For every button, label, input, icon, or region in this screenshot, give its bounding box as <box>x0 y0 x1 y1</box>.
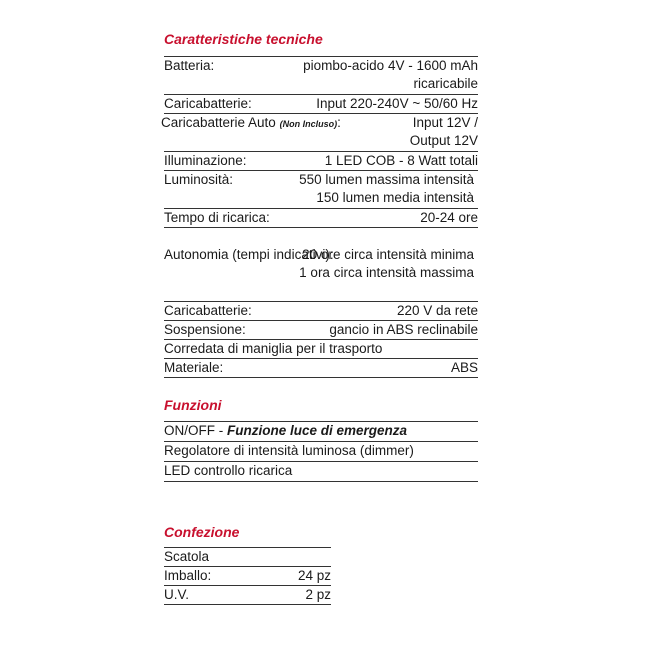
row-value: gancio in ABS reclinabile <box>329 322 478 337</box>
row-value: Input 12V / <box>412 115 478 130</box>
row-value: 220 V da rete <box>396 303 478 318</box>
section-title-funzioni: Funzioni <box>164 397 222 413</box>
row-label: Illuminazione: <box>164 153 247 168</box>
table-row <box>164 567 331 586</box>
row-value: 1 LED COB - 8 Watt totali <box>324 153 478 168</box>
row-label: Tempo di ricarica: <box>164 210 270 225</box>
table-row <box>164 547 331 567</box>
row-value: Output 12V <box>409 133 478 148</box>
tech-specs-table <box>161 56 478 378</box>
row-value: piombo-acido 4V - 1600 mAh <box>303 58 478 73</box>
row-label: Scatola <box>164 549 210 564</box>
row-label: Materiale: <box>164 360 224 375</box>
row-value: 1 ora circa intensità massima <box>299 265 474 280</box>
table-row <box>164 171 478 209</box>
row-label: Caricabatterie: <box>164 96 252 111</box>
row-label: Caricabatterie Auto (Non Incluso): <box>161 115 341 130</box>
row-label: Batteria: <box>164 58 215 73</box>
section-title-confezione: Confezione <box>164 524 240 540</box>
row-value: 150 lumen media intensità <box>316 190 474 205</box>
confezione-table <box>164 547 331 605</box>
row-label: LED controllo ricarica <box>164 463 293 478</box>
table-row <box>164 302 478 321</box>
row-label: Caricabatterie: <box>164 303 252 318</box>
row-value: 20 ore circa intensità minima <box>302 247 474 262</box>
row-label: ON/OFF - Funzione luce di emergenza <box>164 423 408 438</box>
row-label: Autonomia (tempi indicativi): <box>164 247 334 262</box>
table-row <box>164 56 478 95</box>
row-label: Sospensione: <box>164 322 246 337</box>
row-value: 24 pz <box>297 568 331 583</box>
table-row <box>164 442 478 462</box>
table-row <box>161 114 478 152</box>
table-row <box>164 246 478 302</box>
label-note: (Non Incluso) <box>279 119 338 129</box>
table-row <box>164 209 478 228</box>
row-value: Input 220-240V ~ 50/60 Hz <box>316 96 478 111</box>
row-value: 550 lumen massima intensità <box>299 172 474 187</box>
table-row <box>164 462 478 482</box>
row-value: ABS <box>450 360 478 375</box>
table-row <box>164 152 478 171</box>
row-value: ricaricabile <box>413 76 478 91</box>
table-row <box>164 340 478 359</box>
emphasis-text: Funzione luce di emergenza <box>227 423 408 438</box>
table-row <box>164 421 478 442</box>
row-label: Luminosità: <box>164 172 234 187</box>
table-row <box>164 95 478 114</box>
table-row <box>164 321 478 340</box>
table-row <box>164 359 478 378</box>
row-label: Imballo: <box>164 568 212 583</box>
row-label: Regolatore di intensità luminosa (dimmer) <box>164 443 414 458</box>
row-label: U.V. <box>164 587 190 602</box>
row-label: Corredata di maniglia per il trasporto <box>164 341 383 356</box>
row-value: 2 pz <box>305 587 331 602</box>
section-title-tech: Caratteristiche tecniche <box>164 31 323 47</box>
row-value: 20-24 ore <box>420 210 478 225</box>
funzioni-table <box>164 421 478 482</box>
table-row <box>164 586 331 605</box>
